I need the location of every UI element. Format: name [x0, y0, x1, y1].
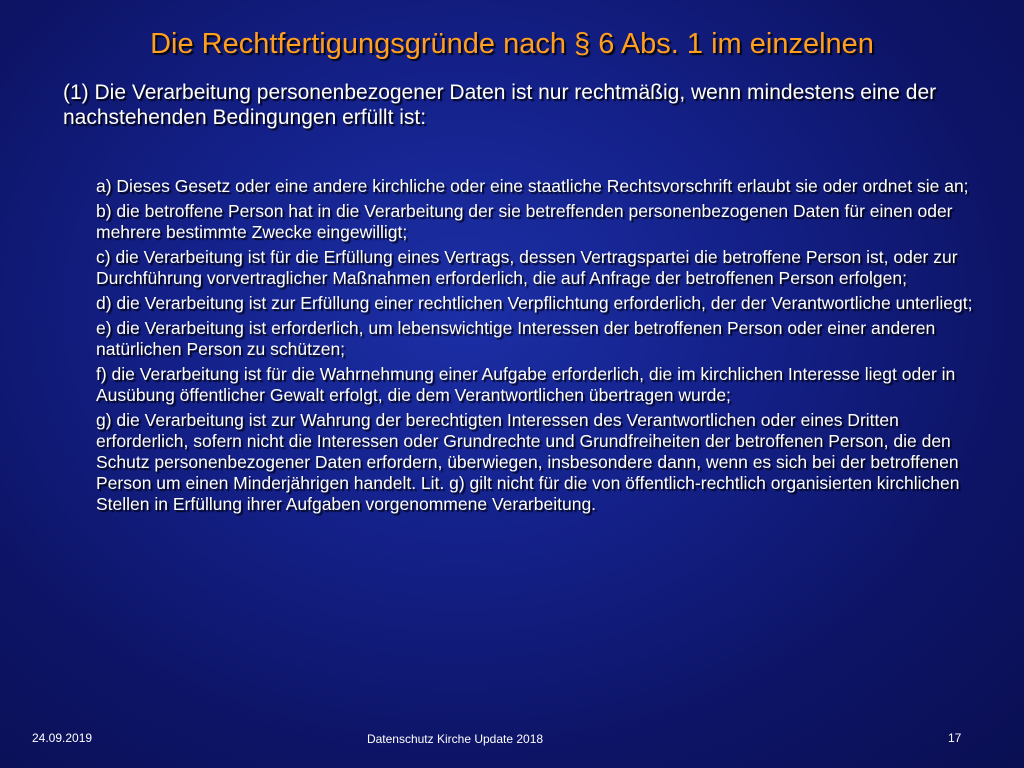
condition-item-c: c) die Verarbeitung ist für die Erfüllung eines Vertrags, dessen Vertragspartei die betroffene Person ist, oder zur Durchführung vorvertraglicher Maßnahmen erforderlich, die auf Anfrage der betroffenen Person erfolgen;: [96, 247, 958, 288]
conditions-list: [96, 176, 976, 519]
condition-item-g: g) die Verarbeitung ist zur Wahrung der berechtigten Interessen des Verantwortlichen oder eines Dritten erforderlich, sofern nicht die Interessen oder Grundrechte und Grundfreiheiten der betroffenen Person, die den Schutz personenbezogener Daten erfordern, überwiegen, insbesondere dann, wenn es sich bei der betroffenen Person um einen Minderjährigen handelt. Lit. g) gilt nicht für die von öffentlich-rechtlich organisierten kirchlichen Stellen in Erfüllung ihrer Aufgaben vorgenommene Verarbeitung.: [96, 410, 960, 514]
slide-title: Die Rechtfertigungsgründe nach § 6 Abs. 1 im einzelnen: [150, 28, 874, 60]
condition-item-e: e) die Verarbeitung ist erforderlich, um lebenswichtige Interessen der betroffenen Person oder einer anderen natürlichen Person zu schützen;: [96, 318, 936, 359]
condition-item-b: b) die betroffene Person hat in die Verarbeitung der sie betreffenden personenbezogenen Daten für einen oder mehrere bestimmte Zwecke eingewilligt;: [96, 201, 953, 242]
footer-title: Datenschutz Kirche Update 2018: [366, 732, 544, 746]
intro-paragraph: (1) Die Verarbeitung personenbezogener Daten ist nur rechtmäßig, wenn mindestens eine der nachstehenden Bedingungen erfüllt ist:: [63, 81, 937, 129]
condition-item-f: f) die Verarbeitung ist für die Wahrnehmung einer Aufgabe erforderlich, die im kirchlichen Interesse liegt oder in Ausübung öffentlicher Gewalt erfolgt, die dem Verantwortlichen übertragen wurde;: [96, 364, 956, 405]
condition-item-d: d) die Verarbeitung ist zur Erfüllung einer rechtlichen Verpflichtung erforderlich, der der Verantwortliche unterliegt;: [96, 293, 973, 313]
footer-date: 24.09.2019: [32, 731, 93, 745]
page-number: 17: [948, 731, 962, 745]
condition-item-a: a) Dieses Gesetz oder eine andere kirchliche oder eine staatliche Rechtsvorschrift erlaubt sie oder ordnet sie an;: [96, 176, 969, 196]
